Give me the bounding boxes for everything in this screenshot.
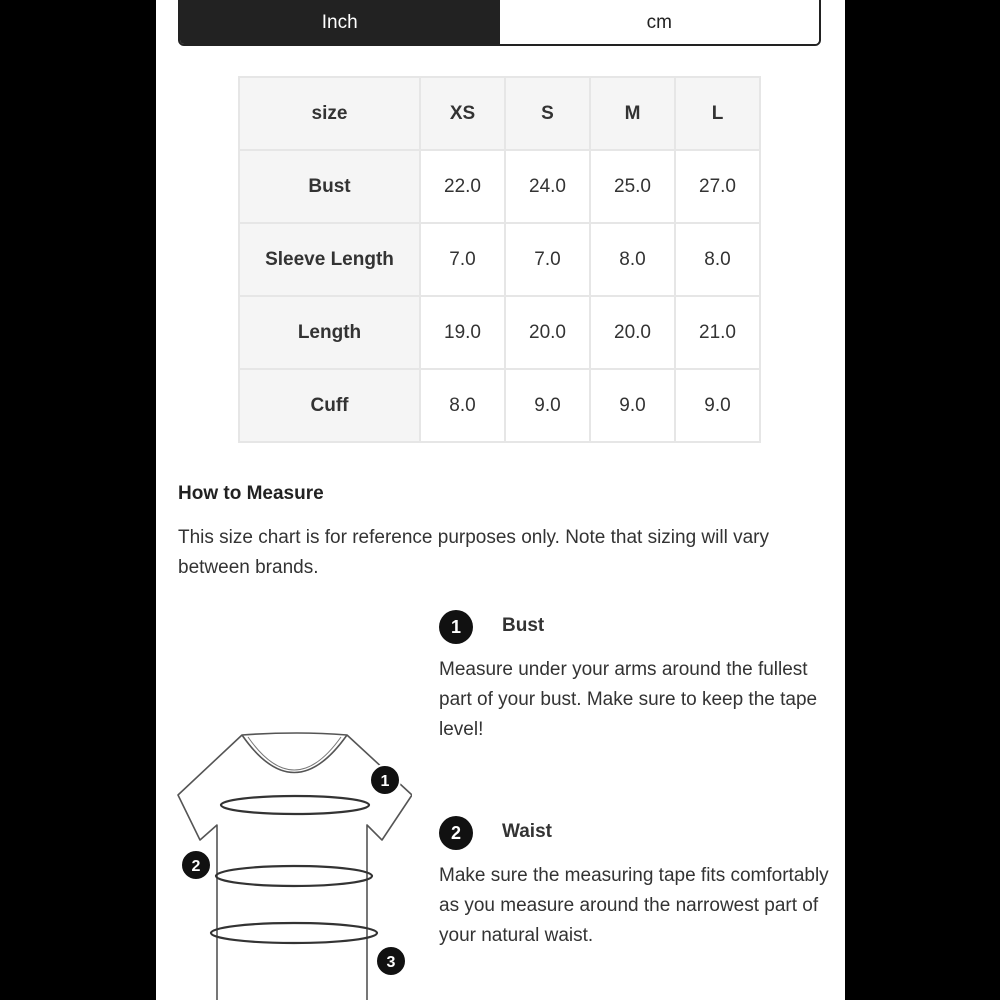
header-cell-label: size [239, 77, 420, 150]
row-label: Bust [239, 150, 420, 223]
marker-3-icon [376, 946, 406, 976]
table-cell: 19.0 [420, 296, 505, 369]
cm-option[interactable]: cm [500, 0, 820, 44]
table-cell: 9.0 [590, 369, 675, 442]
tshirt-measure-diagram-icon [172, 725, 412, 1000]
header-cell-s: S [505, 77, 590, 150]
number-2-badge: 2 [439, 816, 473, 850]
number-1-badge: 1 [439, 610, 473, 644]
table-cell: 20.0 [590, 296, 675, 369]
marker-2-icon [181, 850, 211, 880]
table-row [239, 369, 760, 442]
how-to-measure-description: This size chart is for reference purposes only. Note that sizing will vary between brands. [178, 527, 769, 578]
table-cell: 9.0 [675, 369, 760, 442]
marker-1-label: 1 [380, 773, 390, 790]
marker-1-icon [370, 765, 400, 795]
table-cell: 25.0 [590, 150, 675, 223]
measure-item-waist [439, 816, 829, 966]
unit-toggle [178, 0, 821, 46]
table-row [239, 296, 760, 369]
table-cell: 8.0 [420, 369, 505, 442]
size-table [238, 76, 761, 443]
measure-name: Waist [502, 821, 552, 842]
marker-2-label: 2 [191, 858, 201, 875]
table-cell: 7.0 [420, 223, 505, 296]
row-label: Cuff [239, 369, 420, 442]
header-cell-m: M [590, 77, 675, 150]
table-cell: 8.0 [675, 223, 760, 296]
row-label: Sleeve Length [239, 223, 420, 296]
table-cell: 24.0 [505, 150, 590, 223]
table-row [239, 223, 760, 296]
measure-item-bust [439, 610, 829, 760]
table-header-row [239, 77, 760, 150]
header-cell-l: L [675, 77, 760, 150]
measure-description: Measure under your arms around the fullest part of your bust. Make sure to keep the tape level! [439, 659, 818, 740]
measure-description: Make sure the measuring tape fits comfortably as you measure around the narrowest part of your natural waist. [439, 865, 829, 946]
table-cell: 9.0 [505, 369, 590, 442]
table-cell: 8.0 [590, 223, 675, 296]
table-cell: 20.0 [505, 296, 590, 369]
how-to-measure-title: How to Measure [178, 483, 324, 504]
measure-name: Bust [502, 615, 545, 636]
table-cell: 22.0 [420, 150, 505, 223]
header-cell-xs: XS [420, 77, 505, 150]
inch-option[interactable]: Inch [180, 0, 500, 44]
table-cell: 27.0 [675, 150, 760, 223]
table-cell: 7.0 [505, 223, 590, 296]
size-guide-page [156, 0, 845, 1000]
row-label: Length [239, 296, 420, 369]
table-cell: 21.0 [675, 296, 760, 369]
table-row [239, 150, 760, 223]
marker-3-label: 3 [386, 954, 396, 971]
